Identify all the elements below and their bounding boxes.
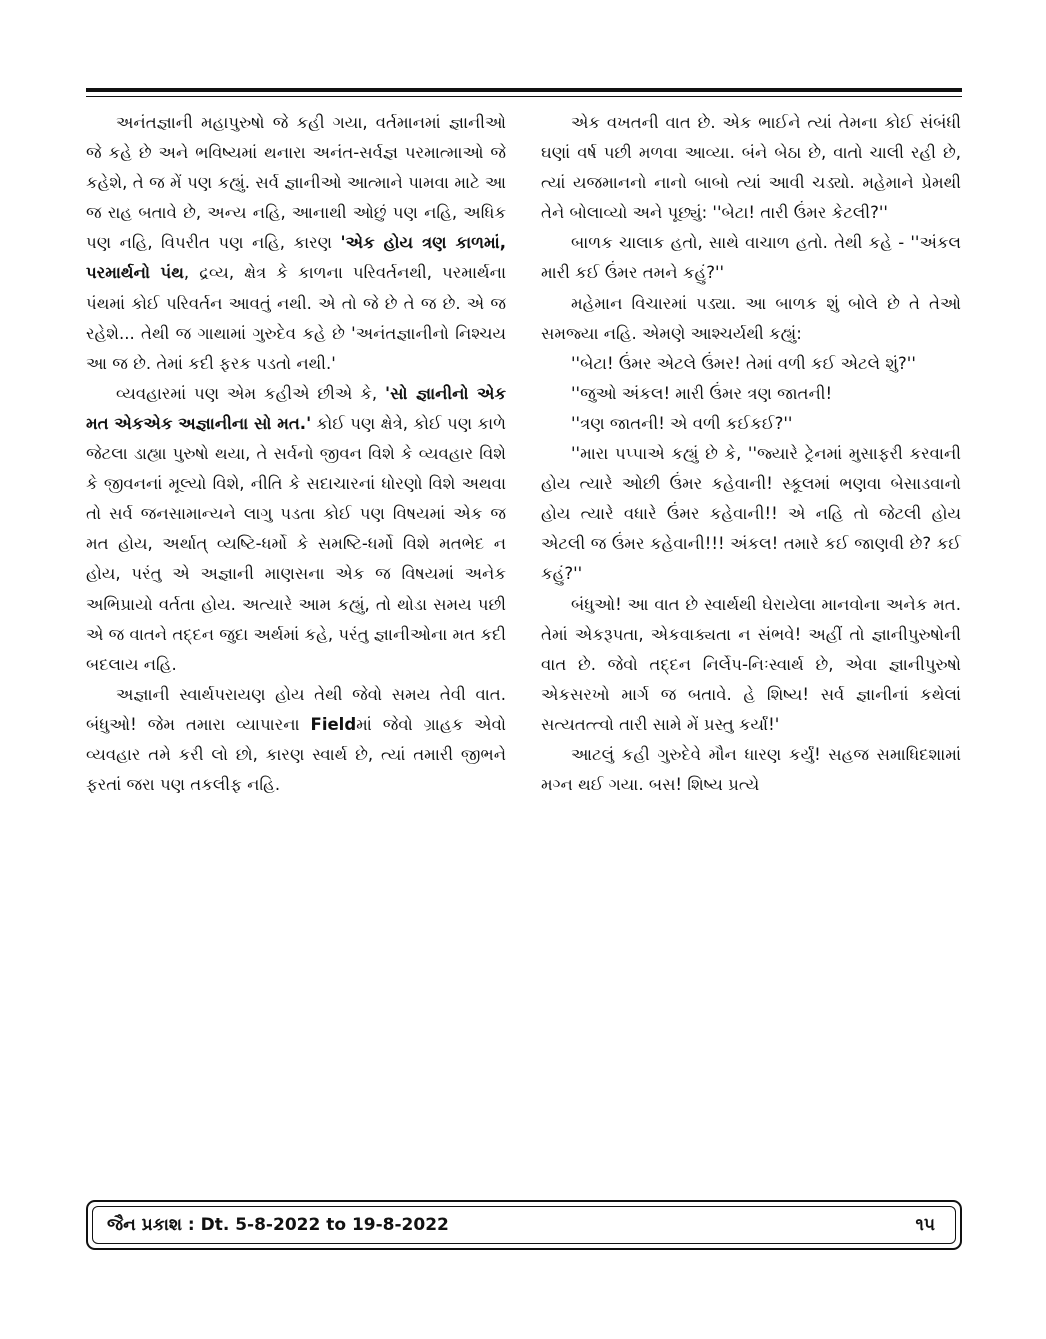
text-run: ''ત્રણ જાતની! એ વળી કઈકઈ?''	[571, 413, 793, 433]
text-run: , દ્રવ્ય, ક્ષેત્ર કે કાળના પરિવર્તનથી, પરમાર્થના પંથમાં કોઈ પરિવર્તન આવતું નથી. એ તો જે છે તે જ છે. એ જ રહેશે... તેથી જ ગાથામાં ગુરુદેવ કહે છે 'અનંતજ્ઞાનીનો નિશ્ચય આ જ છે. તેમાં કદી ફરક પડતો નથી.'	[86, 263, 506, 373]
paragraph	[86, 680, 506, 800]
paragraph	[541, 108, 961, 228]
bold-text-run: 'એક હોય ત્રણ કાળમાં, પરમાર્થનો પંથ	[86, 233, 506, 283]
text-run: અનંતજ્ઞાની મહાપુરુષો જે કહી ગયા, વર્તમાનમાં જ્ઞાનીઓ જે કહે છે અને ભવિષ્યમાં થનારા અનંત-સર્વજ્ઞ પરમાત્માઓ જે કહેશે, તે જ મેં પણ કહ્યું. સર્વ જ્ઞાનીઓ આત્માને પામવા માટે આ જ રાહ બતાવે છે, અન્ય નહિ, આનાથી ઓછું પણ નહિ, અધિક પણ નહિ, વિપરીત પણ નહિ, કારણ	[86, 113, 506, 253]
text-run: મહેમાન વિચારમાં પડ્યા. આ બાળક શું બોલે છે તે તેઓ સમજ્યા નહિ. એમણે આશ્ચર્યથી કહ્યું:	[541, 293, 961, 343]
text-run: એક વખતની વાત છે. એક ભાઈને ત્યાં તેમના કોઈ સંબંધી ઘણાં વર્ષ પછી મળવા આવ્યા. બંને બેઠા છે, વાતો ચાલી રહી છે, ત્યાં યજમાનનો નાનો બાબો ત્યાં આવી ચડ્યો. મહેમાને પ્રેમથી તેને બોલાવ્યો અને પૂછ્યું: ''બેટા! તારી ઉંમર કેટલી?''	[541, 113, 961, 223]
header-rule-thin	[86, 96, 962, 97]
footer-frame	[92, 1206, 956, 1244]
text-run: અજ્ઞાની સ્વાર્થપરાયણ હોય તેથી જેવો સમય તેવી વાત. બંધુઓ! જેમ તમારા વ્યાપારના	[86, 684, 506, 734]
footer-publication: જૈન પ્રકાશ : Dt. 5-8-2022 to 19-8-2022	[107, 1215, 449, 1235]
header-rule-thick	[86, 88, 962, 92]
paragraph	[86, 108, 506, 379]
paragraph	[541, 289, 961, 349]
paragraph	[541, 740, 961, 800]
paragraph	[541, 409, 961, 439]
text-run: ''મારા પપ્પાએ કહ્યું છે કે, ''જ્યારે ટ્રેનમાં મુસાફરી કરવાની હોય ત્યારે ઓછી ઉંમર કહેવાની! સ્કૂલમાં ભણવા બેસાડવાનો હોય ત્યારે વધારે ઉંમર કહેવાની!! એ નહિ તો જેટલી હોય એટલી જ ઉંમર કહેવાની!!! અંકલ! તમારે કઈ જાણવી છે? કઈ કહું?''	[541, 444, 961, 584]
text-run: આટલું કહી ગુરુદેવે મૌન ધારણ કર્યું! સહજ સમાધિદશામાં મગ્ન થઈ ગયા. બસ! શિષ્ય પ્રત્યે	[541, 744, 961, 795]
paragraph	[541, 228, 961, 288]
page-footer	[86, 1200, 962, 1250]
text-run: બંધુઓ! આ વાત છે સ્વાર્થથી ઘેરાયેલા માનવોના અનેક મત. તેમાં એકરૂપતા, એકવાક્યતા ન સંભવે! અહીં તો જ્ઞાનીપુરુષોની વાત છે. જેવો તદ્દન નિર્લેપ-નિઃસ્વાર્થ છે, એવા જ્ઞાનીપુરુષો એકસરખો માર્ગ જ બતાવે. હે શિષ્ય! સર્વ જ્ઞાનીનાં કથેલાં સત્યતત્ત્વો તારી સામે મેં પ્રસ્તુ કર્યાં!'	[541, 594, 961, 734]
left-column	[86, 108, 506, 800]
paragraph	[541, 590, 961, 740]
text-run: ''બેટા! ઉંમર એટલે ઉંમર! તેમાં વળી કઈ એટલે શું?''	[571, 353, 916, 373]
paragraph	[86, 379, 506, 680]
text-run: વ્યવહારમાં પણ એમ કહીએ છીએ કે,	[116, 383, 386, 403]
page-number: ૧૫	[915, 1215, 935, 1235]
text-run: ''જુઓ અંકલ! મારી ઉંમર ત્રણ જાતની!	[571, 383, 833, 403]
bold-text-run: Field	[310, 714, 357, 734]
text-run: કોઈ પણ ક્ષેત્રે, કોઈ પણ કાળે જેટલા ડાહ્યા પુરુષો થયા, તે સર્વનો જીવન વિશે કે વ્યવહાર વિશે કે જીવનનાં મૂલ્યો વિશે, નીતિ કે સદાચારનાં ધોરણો વિશે અથવા તો સર્વ જનસામાન્યને લાગુ પડતા કોઈ પણ વિષયમાં એક જ મત હોય, અર્થાત્ વ્યષ્ટિ-ધર્મો કે સમષ્ટિ-ધર્મો વિશે મતભેદ ન હોય, પરંતુ એ અજ્ઞાની માણસના એક જ વિષયમાં અનેક અભિપ્રાયો વર્તતા હોય. અત્યારે આમ કહ્યું, તો થોડા સમય પછી એ જ વાતને તદ્દન જુદા અર્થમાં કહે, પરંતુ જ્ઞાનીઓના મત કદી બદલાય નહિ.	[86, 413, 506, 674]
bold-text-run: 'સો જ્ઞાનીનો એક મત એકએક અજ્ઞાનીના સો મત.'	[86, 383, 506, 433]
paragraph	[541, 349, 961, 379]
paragraph	[541, 439, 961, 589]
paragraph	[541, 379, 961, 409]
text-run: માં જેવો ગ્રાહક એવો વ્યવહાર તમે કરી લો છો, કારણ સ્વાર્થ છે, ત્યાં તમારી જીભને ફરતાં જરા પણ તકલીફ નહિ.	[86, 714, 506, 795]
right-column	[541, 108, 961, 800]
text-run: બાળક ચાલાક હતો, સાથે વાચાળ હતો. તેથી કહે - ''અંકલ મારી કઈ ઉંમર તમને કહું?''	[541, 233, 961, 283]
